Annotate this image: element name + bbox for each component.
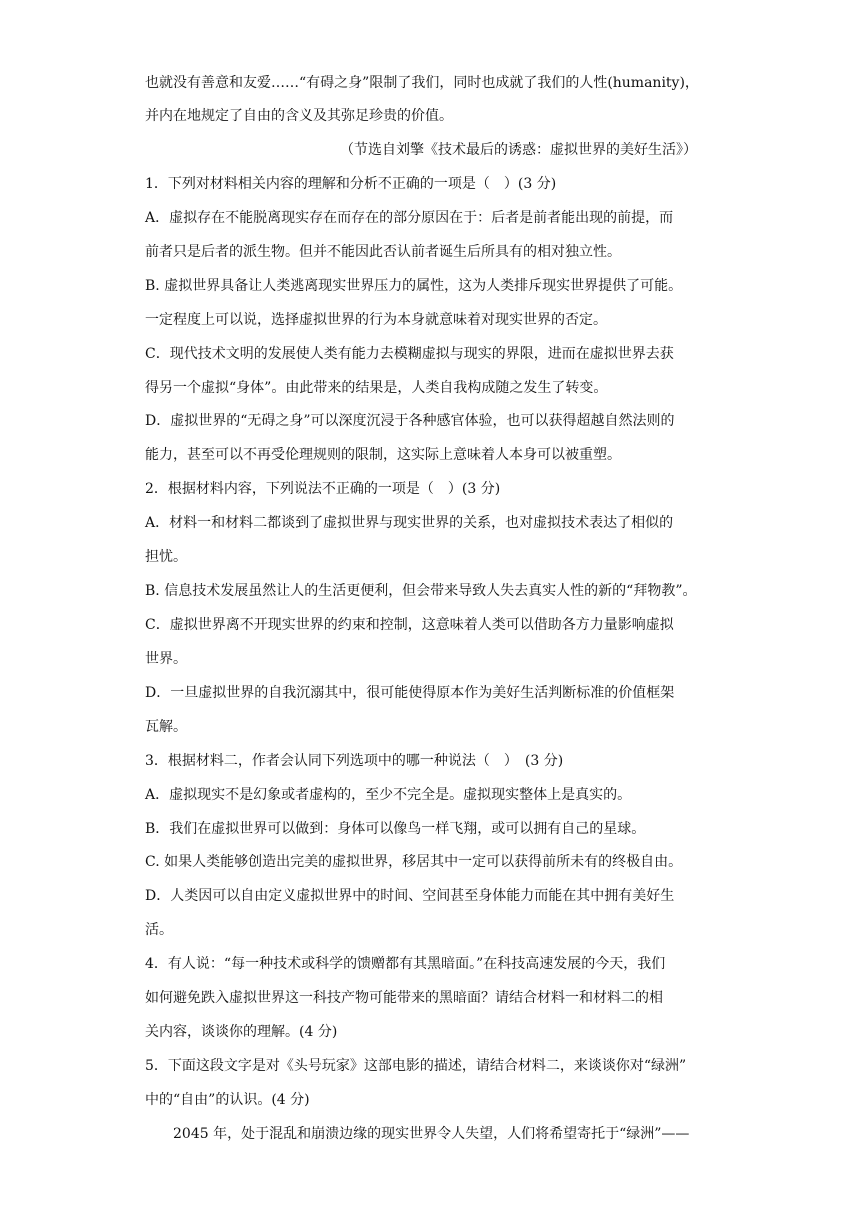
question-1-option-line: 前者只是后者的派生物。但并不能因此否认前者诞生后所具有的相对独立性。 — [145, 244, 621, 260]
question-1-option-line: 一定程度上可以说，选择虚拟世界的行为本身就意味着对现实世界的否定。 — [145, 312, 607, 328]
question-1-option-line: B. 虚拟世界具备让人类逃离现实世界压力的属性，这为人类排斥现实世界提供了可能。 — [145, 278, 683, 294]
question-1-option-line: A．虚拟存在不能脱离现实存在而存在的部分原因在于：后者是前者能出现的前提，而 — [145, 210, 674, 226]
question-3-option-line: B．我们在虚拟世界可以做到：身体可以像鸟一样飞翔，或可以拥有自己的星球。 — [145, 821, 646, 837]
question-1-stem: 1．下列对材料相关内容的理解和分析不正确的一项是（ ）(3 分) — [145, 176, 557, 192]
question-2-option-line: D．一旦虚拟世界的自我沉溺其中，很可能使得原本作为美好生活判断标准的价值框架 — [145, 685, 675, 701]
question-4-line: 如何避免跌入虚拟世界这一科技产物可能带来的黑暗面？请结合材料一和材料二的相 — [145, 990, 663, 1006]
question-1-option-line: 能力，甚至可以不再受伦理规则的限制，这实际上意味着人本身可以被重塑。 — [145, 447, 621, 463]
question-2-option-line: B. 信息技术发展虽然让人的生活更便利，但会带来导致人失去真实人性的新的“拜物教”。 — [145, 583, 697, 599]
question-4-line: 4．有人说：“每一种技术或科学的馈赠都有其黑暗面。”在科技高速发展的今天，我们 — [145, 956, 666, 972]
question-3-option-line: D．人类因可以自由定义虚拟世界中的时间、空间甚至身体能力而能在其中拥有美好生 — [145, 888, 675, 904]
question-1-option-line: 得另一个虚拟“身体”。由此带来的结果是，人类自我构成随之发生了转变。 — [145, 380, 608, 396]
question-2-option-line: 瓦解。 — [145, 719, 187, 735]
question-5-line: 中的“自由”的认识。(4 分) — [145, 1092, 310, 1108]
question-2-stem: 2．根据材料内容，下列说法不正确的一项是（ ）(3 分) — [145, 481, 501, 497]
question-3-stem: 3．根据材料二，作者会认同下列选项中的哪一种说法（ ） (3 分) — [145, 753, 564, 769]
question-2-option-line: 担忧。 — [145, 549, 187, 565]
question-2-option-line: C．虚拟世界离不开现实世界的约束和控制，这意味着人类可以借助各方力量影响虚拟 — [145, 617, 674, 633]
question-2-option-line: A．材料一和材料二都谈到了虚拟世界与现实世界的关系，也对虚拟技术表达了相似的 — [145, 515, 674, 531]
question-3-option-line: 活。 — [145, 922, 173, 938]
closing-paragraph-line: 2045 年，处于混乱和崩溃边缘的现实世界令人失望，人们将希望寄托于“绿洲”—— — [173, 1126, 690, 1142]
question-3-option-line: C. 如果人类能够创造出完美的虚拟世界，移居其中一定可以获得前所未有的终极自由。 — [145, 854, 683, 870]
question-3-option-line: A．虚拟现实不是幻象或者虚构的，至少不完全是。虚拟现实整体上是真实的。 — [145, 787, 632, 803]
question-5-line: 5．下面这段文字是对《头号玩家》这部电影的描述，请结合材料二，来谈谈你对“绿洲” — [145, 1058, 687, 1074]
question-2-option-line: 世界。 — [145, 651, 187, 667]
source-citation: （节选自刘擎《技术最后的诱惑：虚拟世界的美好生活》） — [340, 142, 697, 158]
intro-line-2: 并内在地规定了自由的含义及其弥足珍贵的价值。 — [145, 108, 453, 124]
question-4-line: 关内容，谈谈你的理解。(4 分) — [145, 1024, 338, 1040]
question-1-option-line: C．现代技术文明的发展使人类有能力去模糊虚拟与现实的界限，进而在虚拟世界去获 — [145, 346, 674, 362]
question-1-option-line: D．虚拟世界的“无碍之身”可以深度沉浸于各种感官体验，也可以获得超越自然法则的 — [145, 413, 675, 429]
intro-line-1: 也就没有善意和友爱……“有碍之身”限制了我们，同时也成就了我们的人性(humanity)， — [145, 75, 699, 91]
